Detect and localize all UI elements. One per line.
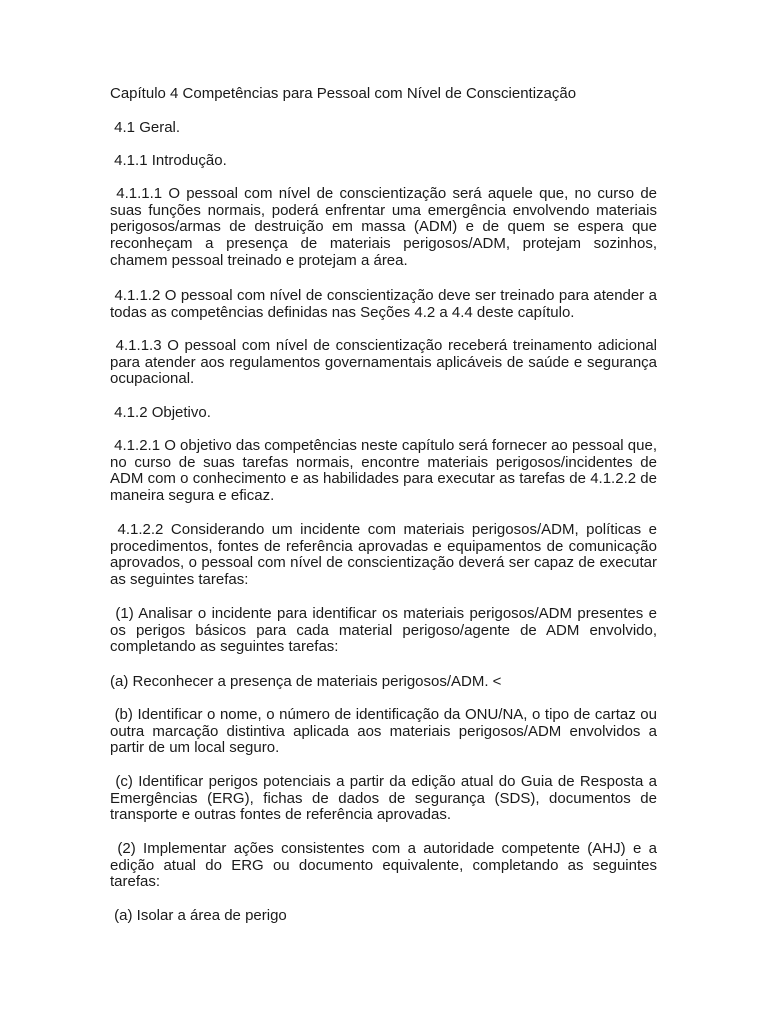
paragraph-4-1-2-1: 4.1.2.1 O objetivo das competências neste capítulo será fornecer ao pessoal que, no curso de suas tarefas normais, encontre materiais perigosos/incidentes de ADM com o conhecimento e as habilidades para executar as tarefas de 4.1.2.2 de maneira segura e eficaz. <box>110 437 662 505</box>
list-item-1b: (b) Identificar o nome, o número de identificação da ONU/NA, o tipo de cartaz ou outra marcação distintiva aplicada aos materiais perigosos/ADM envolvidos a partir de um local seguro. <box>110 706 662 757</box>
section-heading-4-1-2: 4.1.2 Objetivo. <box>110 404 211 421</box>
paragraph-4-1-1-2: 4.1.1.2 O pessoal com nível de conscientização deve ser treinado para atender a todas as competências definidas nas Seções 4.2 a 4.4 deste capítulo. <box>110 287 662 321</box>
list-item-1c: (c) Identificar perigos potenciais a partir da edição atual do Guia de Resposta a Emergências (ERG), fichas de dados de segurança (SDS), documentos de transporte e outras fontes de referência aprovadas. <box>110 773 662 824</box>
chapter-title: Capítulo 4 Competências para Pessoal com Nível de Conscientização <box>110 85 577 102</box>
section-heading-4-1-1: 4.1.1 Introdução. <box>110 152 227 169</box>
list-item-2: (2) Implementar ações consistentes com a autoridade competente (AHJ) e a edição atual do ERG ou documento equivalente, completando as seguintes tarefas: <box>110 840 662 891</box>
list-item-2a: (a) Isolar a área de perigo <box>110 907 287 924</box>
paragraph-4-1-2-2: 4.1.2.2 Considerando um incidente com materiais perigosos/ADM, políticas e procedimentos, fontes de referência aprovadas e equipamentos de comunicação aprovados, o pessoal com nível de conscientização deverá ser capaz de executar as seguintes tarefas: <box>110 521 662 589</box>
list-item-1a: (a) Reconhecer a presença de materiais perigosos/ADM. < <box>110 673 502 690</box>
list-item-1: (1) Analisar o incidente para identificar os materiais perigosos/ADM presentes e os perigos básicos para cada material perigoso/agente de ADM envolvido, completando as seguintes tarefas: <box>110 605 662 656</box>
paragraph-4-1-1-3: 4.1.1.3 O pessoal com nível de conscientização receberá treinamento adicional para atender aos regulamentos governamentais aplicáveis de saúde e segurança ocupacional. <box>110 337 662 388</box>
paragraph-4-1-1-1: 4.1.1.1 O pessoal com nível de conscientização será aquele que, no curso de suas funções normais, poderá enfrentar uma emergência envolvendo materiais perigosos/armas de destruição em massa (ADM) e de quem se espera que reconheçam a presença de materiais perigosos/ADM, protejam sozinhos, chamem pessoal treinado e protejam a área. <box>110 185 662 269</box>
section-heading-4-1: 4.1 Geral. <box>110 119 181 136</box>
